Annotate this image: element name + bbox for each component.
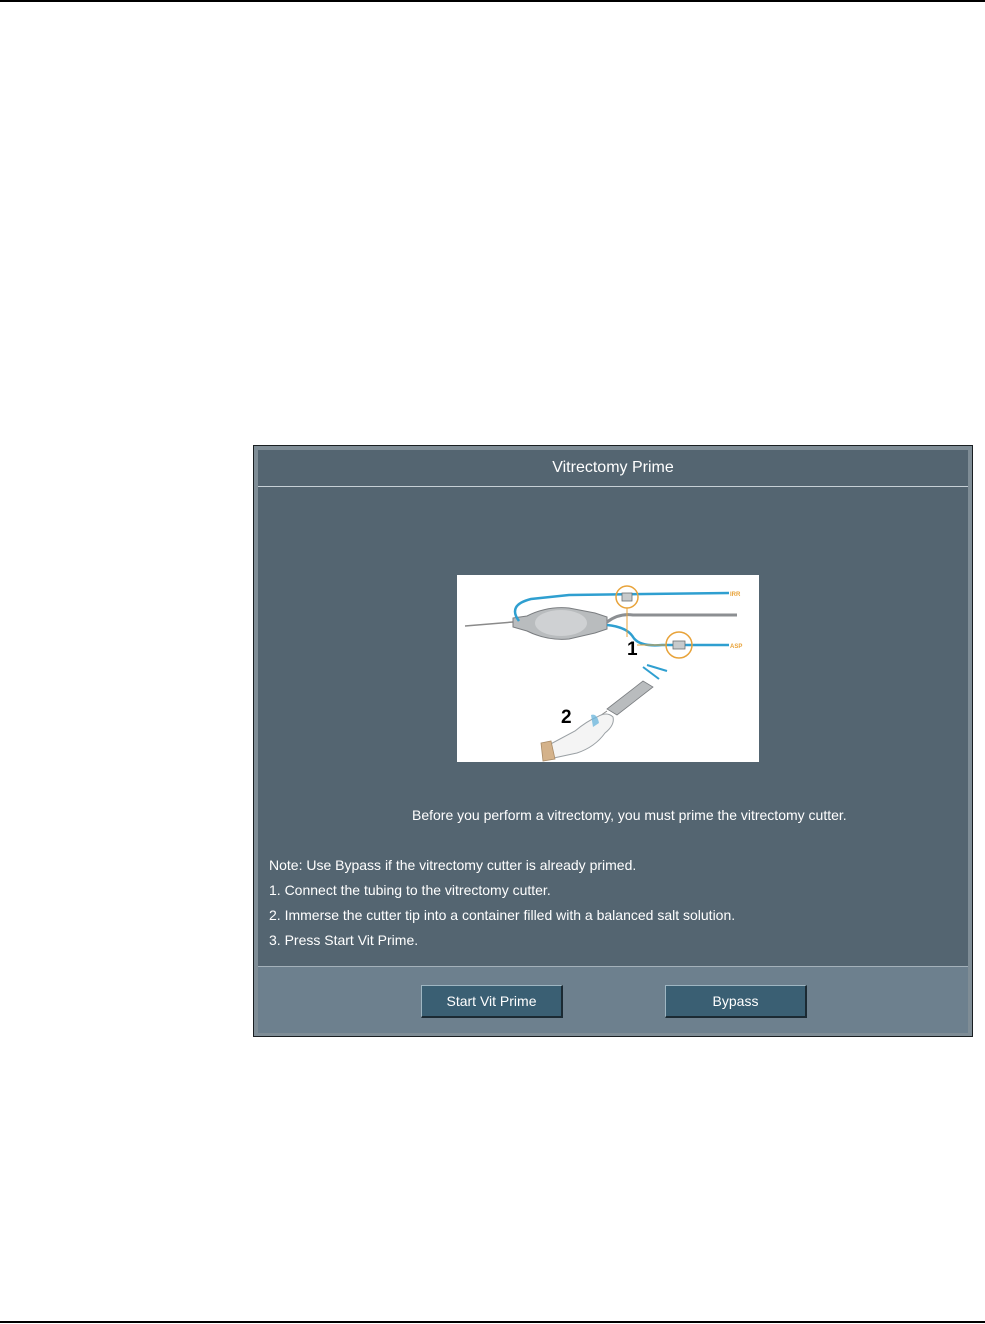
aspiration-tubing: [607, 625, 729, 645]
vitrectomy-prime-window: [253, 445, 973, 1037]
intro-text: Before you perform a vitrectomy, you must prime the vitrectomy cutter.: [412, 807, 847, 823]
small-cutter: [607, 681, 653, 715]
page-top-rule: [0, 0, 985, 2]
page-bottom-rule: [0, 1321, 985, 1323]
instruction-step-3: 3. Press Start Vit Prime.: [269, 932, 419, 948]
bypass-button[interactable]: Bypass: [665, 985, 807, 1018]
irr-label: IRR: [730, 592, 741, 598]
instruction-step-2: 2. Immerse the cutter tip into a container filled with a balanced salt solution.: [269, 907, 736, 923]
instruction-step-1: 1. Connect the tubing to the vitrectomy cutter.: [269, 882, 551, 898]
button-bar: [258, 966, 968, 1033]
vitrectomy-setup-illustration: [457, 575, 759, 762]
start-vit-prime-button[interactable]: Start Vit Prime: [421, 985, 563, 1018]
note-line: Note: Use Bypass if the vitrectomy cutter is already primed.: [269, 857, 637, 873]
step-2-label: 2: [561, 707, 572, 728]
instruction-list: [269, 853, 959, 953]
dialog-title: Vitrectomy Prime: [258, 450, 968, 487]
asp-label: ASP: [730, 644, 743, 650]
vitrectomy-prime-dialog: [258, 450, 968, 1032]
cutter-needle: [465, 622, 513, 626]
step-1-label: 1: [627, 639, 638, 660]
hand-icon: [545, 714, 613, 759]
